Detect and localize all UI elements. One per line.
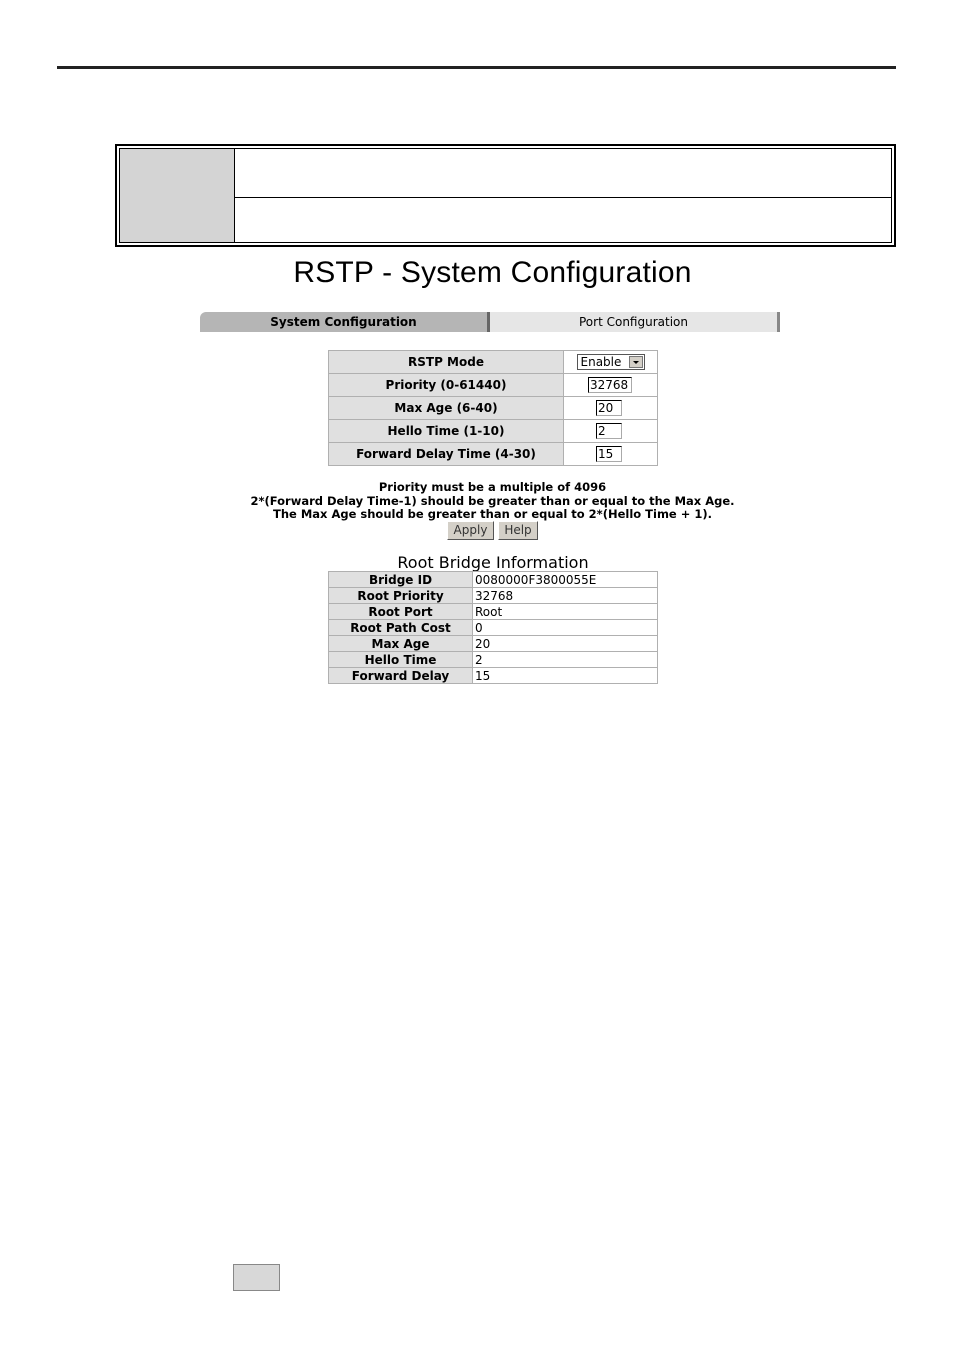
rstp-mode-label: RSTP Mode [329, 351, 564, 374]
config-row-forward-delay [329, 443, 658, 466]
root-bridge-value: 15 [473, 668, 658, 684]
config-notes [200, 481, 785, 522]
forward-delay-cell [564, 443, 658, 466]
tab-port-configuration[interactable]: Port Configuration [490, 312, 780, 332]
top-rule [57, 66, 896, 69]
root-bridge-table [328, 571, 658, 684]
apply-button[interactable]: Apply [447, 521, 494, 540]
max-age-label: Max Age (6-40) [329, 397, 564, 420]
rstp-config-table [328, 350, 658, 466]
header-row-divider [235, 197, 891, 198]
root-bridge-title: Root Bridge Information [397, 553, 589, 572]
root-bridge-label: Root Priority [329, 588, 473, 604]
root-bridge-value: 0 [473, 620, 658, 636]
priority-label: Priority (0-61440) [329, 374, 564, 397]
root-bridge-value: 2 [473, 652, 658, 668]
table-row [329, 668, 658, 684]
table-row [329, 572, 658, 588]
tab-bar [200, 312, 780, 333]
header-inner [119, 148, 892, 243]
root-bridge-label: Root Port [329, 604, 473, 620]
note-priority-multiple: Priority must be a multiple of 4096 [378, 480, 607, 494]
page-title: RSTP - System Configuration [293, 256, 692, 289]
table-row [329, 604, 658, 620]
root-bridge-value: 20 [473, 636, 658, 652]
rstp-mode-selected-value: Enable [580, 355, 622, 369]
hello-time-label: Hello Time (1-10) [329, 420, 564, 443]
note-forward-delay-rule: 2*(Forward Delay Time-1) should be greater than or equal to the Max Age. [250, 493, 735, 508]
root-bridge-value: 0080000F3800055E [473, 572, 658, 588]
config-row-hello-time [329, 420, 658, 443]
root-bridge-label: Bridge ID [329, 572, 473, 588]
max-age-cell [564, 397, 658, 420]
footer-grey-box [233, 1264, 280, 1291]
table-row [329, 620, 658, 636]
root-bridge-label: Hello Time [329, 652, 473, 668]
chevron-down-icon[interactable] [629, 356, 643, 368]
table-row [329, 588, 658, 604]
table-row [329, 652, 658, 668]
help-button[interactable]: Help [498, 521, 538, 540]
priority-input[interactable] [588, 377, 632, 393]
hello-time-input[interactable] [596, 423, 622, 439]
config-row-priority [329, 374, 658, 397]
table-row [329, 636, 658, 652]
forward-delay-label: Forward Delay Time (4-30) [329, 443, 564, 466]
tab-system-configuration[interactable]: System Configuration [200, 312, 490, 332]
root-bridge-value: Root [473, 604, 658, 620]
rstp-mode-cell [564, 351, 658, 374]
root-bridge-value: 32768 [473, 588, 658, 604]
config-row-max-age [329, 397, 658, 420]
forward-delay-input[interactable] [596, 446, 622, 462]
priority-cell [564, 374, 658, 397]
max-age-input[interactable] [596, 400, 622, 416]
config-row-rstp-mode [329, 351, 658, 374]
header-box [115, 144, 896, 247]
root-bridge-label: Root Path Cost [329, 620, 473, 636]
hello-time-cell [564, 420, 658, 443]
root-bridge-label: Max Age [329, 636, 473, 652]
header-grey-cell [120, 149, 235, 242]
rstp-mode-select[interactable] [577, 354, 645, 370]
note-max-age-rule: The Max Age should be greater than or equal to 2*(Hello Time + 1). [272, 507, 713, 521]
root-bridge-label: Forward Delay [329, 668, 473, 684]
